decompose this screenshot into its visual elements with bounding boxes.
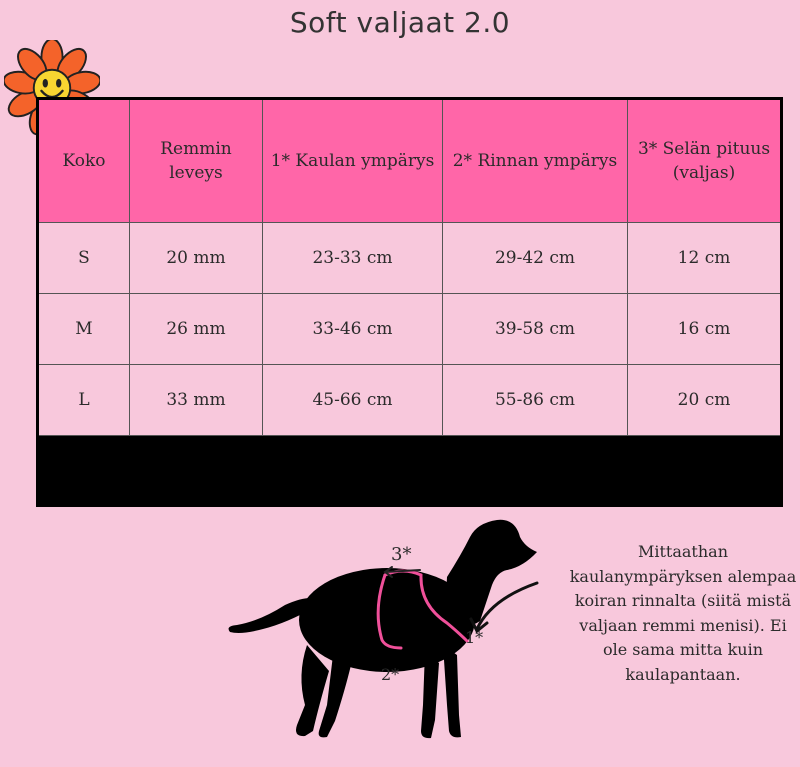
- page-title: Soft valjaat 2.0: [289, 6, 511, 39]
- dog-measurement-diagram: [215, 515, 615, 765]
- table-cell: 20 cm: [628, 365, 782, 436]
- table-footer-bar: [38, 436, 782, 506]
- size-cell: L: [38, 365, 130, 436]
- table-cell: 33-46 cm: [263, 294, 443, 365]
- label-neck: 1*: [465, 628, 484, 647]
- table-row: [38, 294, 782, 365]
- header-neck: 1* Kaulan ympärys: [263, 99, 443, 223]
- dog-silhouette: [229, 520, 537, 738]
- table-cell: 45-66 cm: [263, 365, 443, 436]
- table-row: [38, 365, 782, 436]
- label-chest: 2*: [381, 665, 400, 684]
- table-cell: 12 cm: [628, 223, 782, 294]
- table-cell: 39-58 cm: [443, 294, 628, 365]
- size-cell: M: [38, 294, 130, 365]
- size-cell: S: [38, 223, 130, 294]
- measurement-note: Mittaathan kaulanympäryksen alempaa koiran rinnalta (siitä mistä valjaan remmi menisi). Ei ole sama mitta kuin kaulapantaan.: [569, 542, 797, 684]
- table-cell: 29-42 cm: [443, 223, 628, 294]
- table-cell: 55-86 cm: [443, 365, 628, 436]
- header-back: 3* Selän pituus (valjas): [628, 99, 782, 223]
- table-cell: 20 mm: [130, 223, 263, 294]
- header-koko: Koko: [38, 99, 130, 223]
- size-table: [36, 97, 783, 507]
- header-strap-width: Remmin leveys: [130, 99, 263, 223]
- table-cell: 33 mm: [130, 365, 263, 436]
- table-cell: 23-33 cm: [263, 223, 443, 294]
- header-chest: 2* Rinnan ympärys: [443, 99, 628, 223]
- table-cell: 16 cm: [628, 294, 782, 365]
- table-cell: 26 mm: [130, 294, 263, 365]
- header-row: [38, 99, 782, 223]
- table-row: [38, 223, 782, 294]
- label-back: 3*: [391, 544, 412, 565]
